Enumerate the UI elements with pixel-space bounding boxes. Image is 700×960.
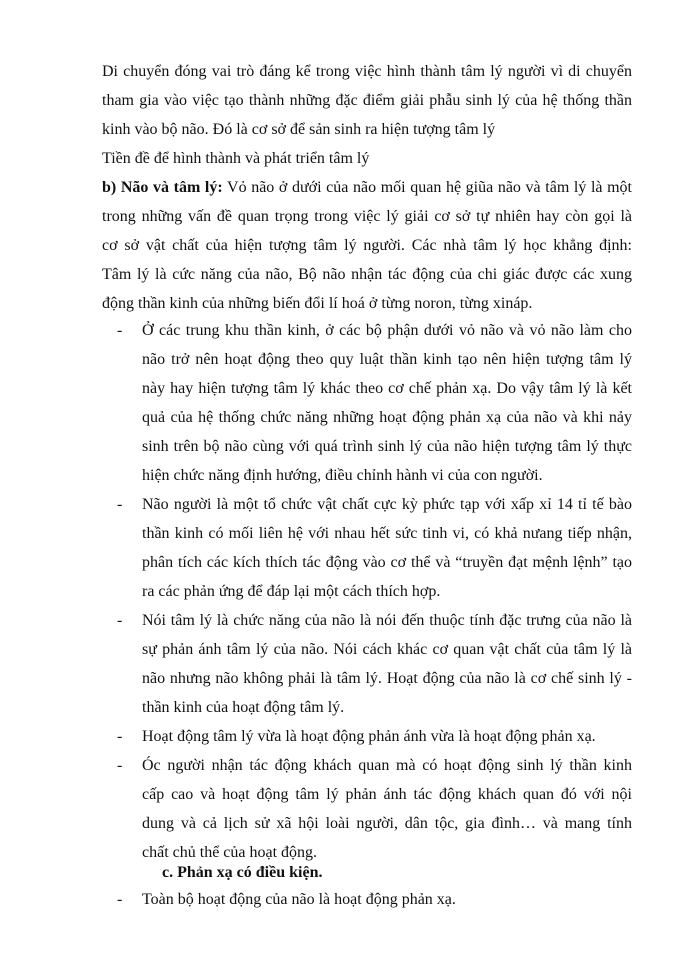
bullet-1-line-6: hiện chức năng định hướng, điều chỉnh hành vi của con người. [142, 467, 543, 484]
bullet-dash: - [117, 496, 123, 513]
bullet-5-line-1: Óc người nhận tác động khách quan mà có hoạt động sinh lý thần kinh [142, 757, 632, 774]
bullet-dash: - [117, 612, 123, 629]
section-c-heading: c. Phản xạ có điều kiện. [162, 864, 323, 881]
section-b-line-5: động thần kinh của những biến đổi lí hoá ở từng noron, từng xináp. [102, 295, 533, 312]
section-b-heading: b) Não và tâm lý: [102, 179, 223, 196]
bullet-4-line-1: Hoạt động tâm lý vừa là hoạt động phản ánh vừa là hoạt động phản xạ. [142, 728, 596, 745]
bullet-1-line-4: quả của hệ thống chức năng những hoạt động phản xạ của não và khi nảy [142, 409, 632, 426]
bullet-1-line-2: não trở nên hoạt động theo quy luật thần kinh tạo nên hiện tượng tâm lý [142, 351, 632, 368]
bullet-2-line-2: thần kinh có mối liên hệ với nhau hết sức tinh vi, có khả nưang tiếp nhận, [142, 525, 632, 542]
final-bullet-line: Toàn bộ hoạt động của não là hoạt động phản xạ. [142, 891, 456, 908]
bullet-3-line-2: sự phản ánh tâm lý của não. Nói cách khác cơ quan vật chất của tâm lý là [142, 641, 632, 658]
bullet-2-line-4: ra các phản ứng để đáp lại một cách thích hợp. [142, 583, 441, 600]
bullet-1-line-1: Ở các trung khu thần kinh, ở các bộ phận dưới vỏ não và vỏ não làm cho [142, 322, 632, 339]
bullet-3-line-3: não nhưng não không phải là tâm lý. Hoạt động của não là cơ chế sinh lý - [142, 670, 632, 687]
section-b-first-line [102, 178, 632, 198]
bullet-2-line-3: phân tích các kích thích tác động vào cơ thể và “truyền đạt mệnh lệnh” tạo [142, 554, 632, 571]
bullet-2-line-1: Não người là một tổ chức vật chất cực kỳ phức tạp với xấp xỉ 14 tỉ tế bào [142, 496, 632, 513]
section-b-line-3: cơ sở vật chất của hiện tượng tâm lý người. Các nhà tâm lý học khẳng định: [102, 237, 632, 254]
section-b-line-2: trong những vấn đề quan trọng trong việc lý giải cơ sở tự nhiên hay còn gọi là [102, 208, 632, 225]
bullet-5-line-2: cấp cao và hoạt động tâm lý phản ánh tác động khách quan đó với nội [142, 786, 632, 803]
bullet-5-line-4: chất chủ thể của hoạt động. [142, 844, 318, 861]
section-b-first-line-rest: Vỏ não ở dưới của não mối quan hệ giũa não và tâm lý là một [222, 179, 632, 196]
bullet-dash: - [117, 322, 123, 339]
bullet-dash: - [117, 891, 123, 908]
intro-line-4: Tiền đề để hình thành và phát triển tâm lý [102, 150, 370, 167]
section-b-line-4: Tâm lý là cức năng của não, Bộ não nhận tác động của chi giác được các xung [102, 266, 632, 283]
bullet-dash: - [117, 757, 123, 774]
bullet-3-line-4: thần kinh của hoạt động tâm lý. [142, 699, 345, 716]
bullet-1-line-5: sinh trên bộ não cùng với quá trình sinh lý của não hiện tượng tâm lý thực [142, 438, 632, 455]
bullet-3-line-1: Nói tâm lý là chức năng của não là nói đến thuộc tính đặc trưng của não là [142, 612, 632, 629]
bullet-dash: - [117, 728, 123, 745]
intro-line-3: kinh vào bộ não. Đó là cơ sở để sản sinh ra hiện tượng tâm lý [102, 121, 496, 138]
bullet-1-line-3: này hay hiện tượng tâm lý khác theo cơ chế phản xạ. Do vậy tâm lý là kết [142, 380, 632, 397]
intro-line-2: tham gia vào việc tạo thành những đặc điểm giải phẫu sinh lý của hệ thống thần [102, 92, 632, 109]
bullet-5-line-3: dung và cả lịch sử xã hội loài người, dân tộc, gia đình… và mang tính [142, 815, 632, 832]
intro-line-1: Di chuyển đóng vai trò đáng kể trong việc hình thành tâm lý người vì di chuyển [102, 63, 632, 80]
